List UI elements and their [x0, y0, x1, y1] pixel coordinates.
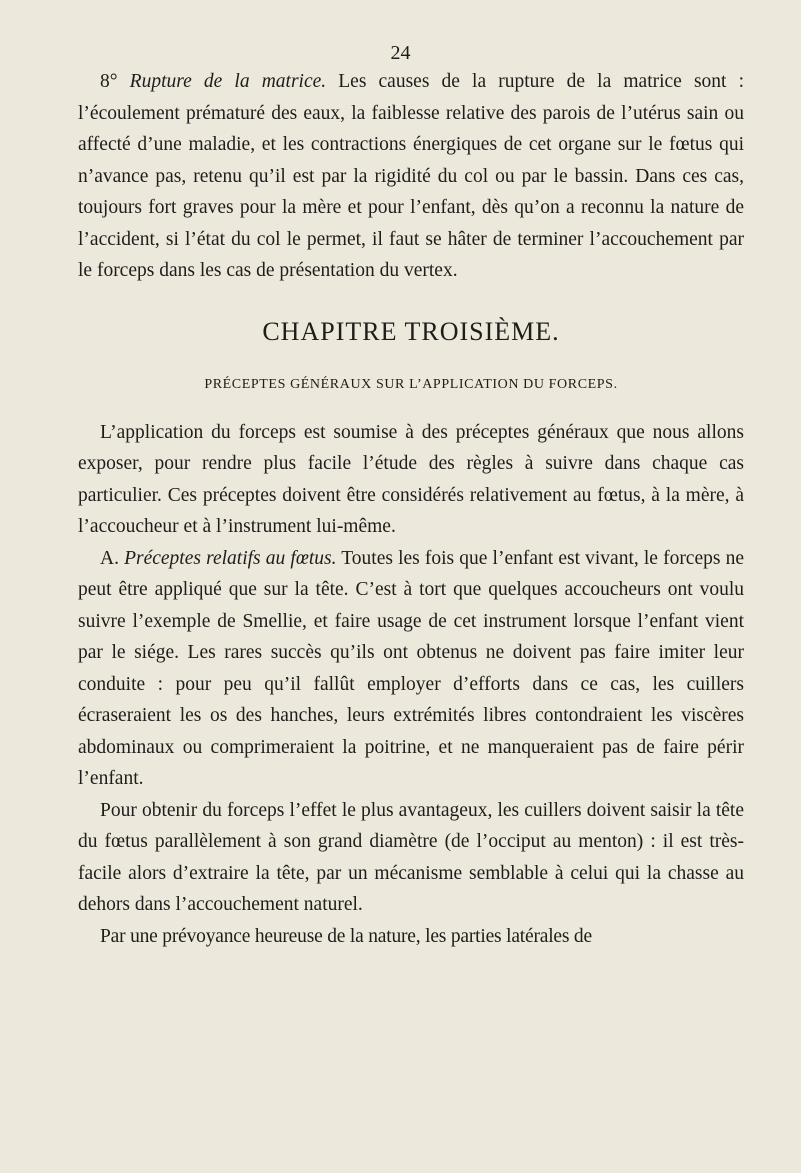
section-title-rupture: Rupture de la matrice. — [129, 71, 327, 92]
paragraph-preceptes-foetus — [78, 543, 744, 795]
page-number: 24 — [390, 42, 411, 64]
paragraph-effet-avantageux: Pour obtenir du forceps l’effet le plus avantageux, les cuillers doivent saisir la tête du fœtus parallèlement à son grand diamètre (de l’occiput au menton) : il est très-facile alors d’extraire la tête, par un mécanisme semblable à celui qui la chasse au dehors dans l’accouchement naturel. — [78, 799, 744, 915]
section-title-foetus: Préceptes relatifs au fœtus. — [124, 547, 337, 569]
chapter-subtitle: PRÉCEPTES GÉNÉRAUX SUR L’APPLICATION DU FORCEPS. — [204, 376, 618, 392]
paragraph-rupture-de-la-matrice — [78, 66, 744, 287]
page-body — [78, 66, 744, 952]
section-text-foetus: Toutes les fois que l’enfant est vivant, le forceps ne peut être appliqué que sur la tête. C’est à tort que quelques accoucheurs ont voulu suivre l’exemple de Smellie, et faire usage de cet instrument lorsque l’enfant vient par le siége. Les rares succès qu’ils ont obtenus ne doivent pas faire imiter leur conduite : pour peu qu’il fallût employer d’efforts dans ce cas, les cuillers écraseraient les os des hanches, leurs extrémités libres contondraient les viscères abdominaux ou comprimeraient la poitrine, et ne manqueraient pas de faire périr l’enfant. — [78, 547, 744, 789]
paragraph-prevoyance: Par une prévoyance heureuse de la nature, les parties latérales de — [100, 925, 592, 947]
section-text-rupture: Les causes de la rupture de la matrice sont : l’écoulement prématuré des eaux, la faiblesse relative des parois de l’utérus sain ou affecté d’une maladie, et les contractions énergiques de cet organe sur le fœtus qui n’avance pas, retenu qu’il est par la rigidité du col ou par le bassin. Dans ces cas, toujours fort graves pour la mère et pour l’enfant, dès qu’on a reconnu la nature de l’accident, si l’état du col le permet, il faut se hâter de terminer l’accouchement par le forceps dans les cas de présentation du vertex. — [78, 71, 744, 281]
paragraph-intro-preceptes: L’application du forceps est soumise à des préceptes généraux que nous allons exposer, pour rendre plus facile l’étude des règles à suivre dans chaque cas particulier. Ces préceptes doivent être considérés relativement au fœtus, à la mère, à l’accoucheur et à l’instrument lui-même. — [78, 421, 744, 537]
section-number: 8° — [100, 71, 130, 92]
section-letter: A. — [100, 547, 125, 569]
chapter-title: CHAPITRE TROISIÈME. — [262, 316, 560, 346]
